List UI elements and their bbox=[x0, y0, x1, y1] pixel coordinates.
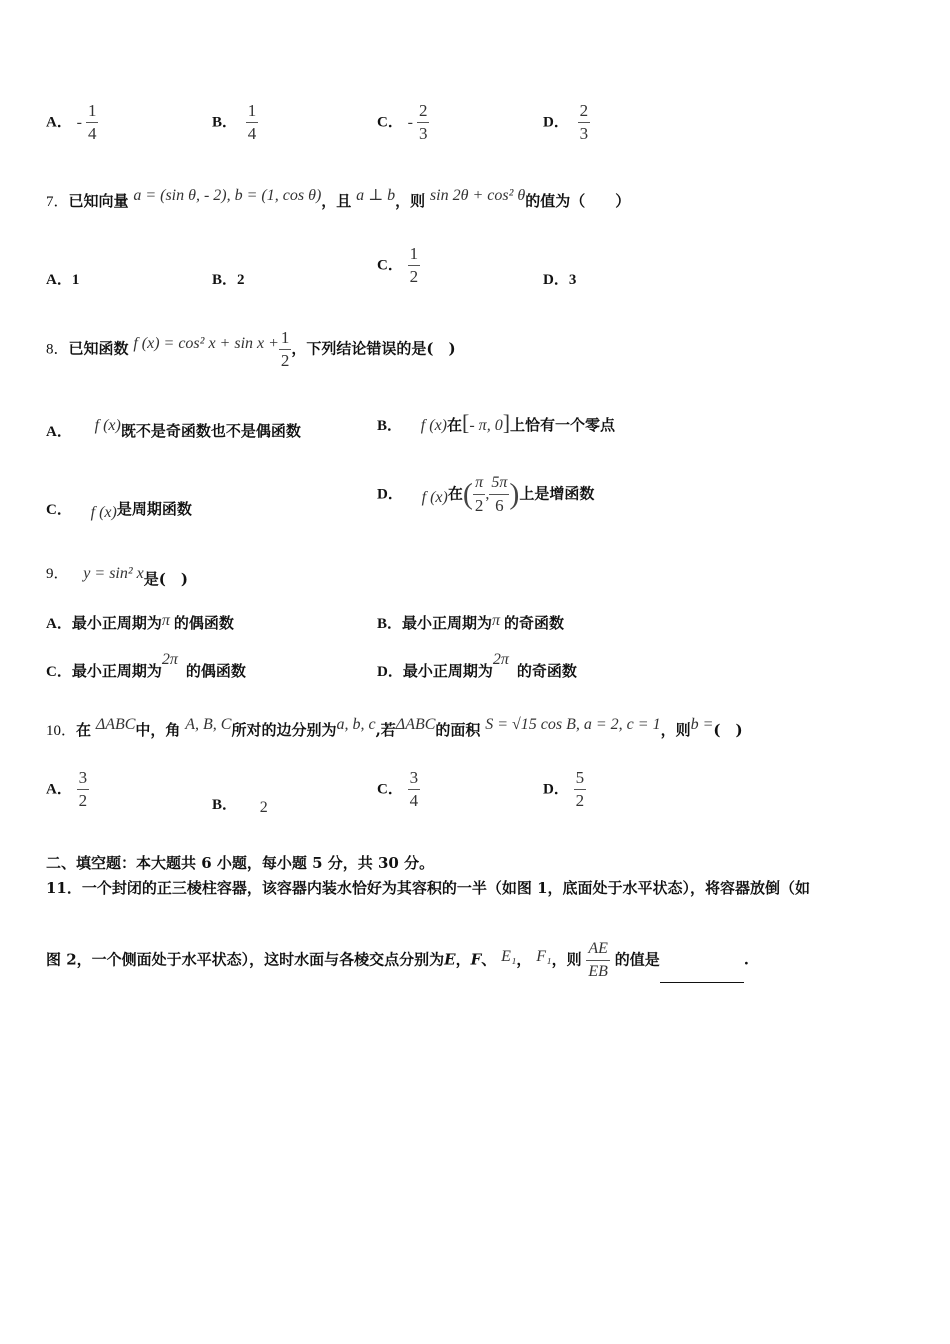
stem-text: 的值为（ ） bbox=[525, 192, 631, 210]
fraction: $\frac{1}{4}$ bbox=[247, 101, 257, 143]
section-heading: 二、填空题：本大题共 6 小题，每小题 5 分，共 30 分。 bbox=[46, 854, 435, 872]
stem-text: 已知函数 bbox=[68, 339, 129, 358]
math-sides: a, b, c bbox=[336, 716, 376, 733]
stem-text: 的面积 bbox=[435, 721, 481, 739]
math-period: 2π bbox=[161, 651, 178, 668]
option-label: A． bbox=[46, 272, 72, 288]
answer-blank[interactable] bbox=[660, 968, 744, 983]
stem-text: ，下列结论错误的是( ) bbox=[291, 339, 456, 358]
q9-option-c bbox=[46, 648, 246, 680]
option-label: A． bbox=[46, 114, 72, 131]
math-function: y = sin² x bbox=[83, 565, 144, 582]
option-label: A． bbox=[46, 616, 72, 632]
q7-option-d bbox=[543, 268, 576, 289]
interval-bracket: [ bbox=[462, 410, 470, 435]
option-label: D． bbox=[543, 781, 569, 798]
question-number: 7． bbox=[46, 194, 69, 210]
question-10 bbox=[46, 713, 743, 739]
question-7 bbox=[46, 187, 631, 211]
interval-bracket: ) bbox=[509, 477, 520, 511]
math-fx: f (x) bbox=[90, 504, 117, 521]
option-text: 在 bbox=[447, 484, 463, 503]
stem-text: 所对的边分别为 bbox=[231, 721, 337, 739]
option-text: 是周期函数 bbox=[116, 500, 192, 518]
q7-option-a bbox=[46, 268, 79, 289]
stem-text: ，则 bbox=[395, 192, 426, 210]
stem-text: 已知向量 bbox=[68, 192, 129, 210]
math-triangle: ΔABC bbox=[395, 716, 436, 733]
q8-option-c bbox=[46, 498, 192, 519]
option-text: 最小正周期为 bbox=[402, 662, 493, 680]
option-text: 上恰有一个零点 bbox=[510, 416, 616, 434]
option-label: A． bbox=[46, 424, 72, 440]
option-text: 最小正周期为 bbox=[71, 662, 162, 680]
q8-option-b bbox=[377, 410, 615, 436]
option-label: B． bbox=[377, 418, 403, 434]
sign: - bbox=[407, 113, 413, 131]
math-area: S = √15 cos B, a = 2, c = 1 bbox=[485, 716, 661, 733]
question-11-line-1: 11．一个封闭的正三棱柱容器，该容器内装水恰好为其容积的一半（如图 1，底面处于水平状态），将容器放倒（如 bbox=[46, 879, 811, 897]
q9-option-d bbox=[377, 648, 577, 680]
q9-option-a bbox=[46, 612, 234, 633]
option-text: 上是增函数 bbox=[519, 484, 595, 503]
option-label: D． bbox=[377, 664, 403, 680]
q10-option-d bbox=[543, 767, 586, 812]
q10-option-a bbox=[46, 767, 89, 812]
math-vectors: a = (sin θ, - 2), b = (1, cos θ) bbox=[133, 187, 322, 204]
stem-text: ，则 bbox=[660, 721, 691, 739]
stem-text: ,若 bbox=[375, 721, 396, 739]
option-label: A． bbox=[46, 781, 72, 798]
q6-option-b bbox=[212, 100, 258, 145]
option-text: 既不是奇函数也不是偶函数 bbox=[120, 422, 301, 440]
math-perpendicular: a ⊥ b bbox=[356, 187, 396, 204]
separator: ， bbox=[455, 950, 471, 969]
question-9 bbox=[46, 562, 188, 588]
fraction: $\frac{5\pi}{6}$ bbox=[491, 474, 508, 515]
math-point: E₁ bbox=[501, 947, 517, 965]
separator: ，则 bbox=[551, 950, 582, 969]
option-text: 在 bbox=[447, 416, 463, 434]
stem-text: 在 bbox=[76, 721, 92, 739]
fraction: $\frac{1}{2}$ bbox=[280, 328, 290, 370]
fraction: $\frac{5}{2}$ bbox=[575, 768, 585, 810]
option-value: 2 bbox=[259, 799, 268, 816]
fraction: $\frac{AE}{EB}$ bbox=[588, 940, 608, 980]
separator: ， bbox=[516, 950, 532, 969]
q6-option-d bbox=[543, 100, 590, 145]
math-period: 2π bbox=[492, 651, 509, 668]
separator: 、 bbox=[481, 950, 497, 969]
fraction: $\frac{1}{4}$ bbox=[87, 101, 97, 143]
option-label: C． bbox=[377, 114, 403, 131]
option-label: C． bbox=[377, 257, 403, 274]
option-text: 最小正周期为 bbox=[402, 614, 493, 632]
q6-option-a bbox=[46, 100, 98, 145]
option-text: 最小正周期为 bbox=[71, 614, 162, 632]
option-label: C． bbox=[377, 781, 403, 798]
q10-option-b bbox=[212, 793, 268, 814]
question-number: 8． bbox=[46, 341, 69, 358]
math-period: π bbox=[492, 612, 501, 629]
q7-option-b bbox=[212, 268, 245, 289]
math-fx: f (x) bbox=[94, 417, 121, 434]
math-fx: f (x) bbox=[421, 488, 448, 506]
math-b: b = bbox=[690, 716, 714, 733]
option-text: 的奇函数 bbox=[504, 614, 565, 632]
stem-text: ，且 bbox=[321, 192, 352, 210]
option-label: B． bbox=[377, 616, 403, 632]
math-interval: - π, 0 bbox=[469, 417, 503, 434]
option-text: 的偶函数 bbox=[173, 614, 234, 632]
option-label: B． bbox=[212, 797, 238, 813]
fraction: $\frac{1}{2}$ bbox=[409, 244, 419, 286]
math-point: F₁ bbox=[536, 947, 552, 965]
option-label: B． bbox=[212, 272, 238, 288]
option-label: D． bbox=[543, 272, 569, 288]
option-label: D． bbox=[543, 114, 569, 131]
option-label: C． bbox=[46, 664, 72, 680]
stem-text: 图 2，一个侧面处于水平状态），这时水面与各棱交点分别为 bbox=[46, 950, 445, 969]
point-label: E bbox=[444, 950, 456, 969]
option-label: D． bbox=[377, 486, 403, 503]
fraction: $\frac{2}{3}$ bbox=[579, 101, 589, 143]
option-text: 的奇函数 bbox=[516, 662, 577, 680]
math-angles: A, B, C bbox=[185, 716, 232, 733]
question-number: 9． bbox=[46, 566, 69, 582]
fraction: $\frac{3}{2}$ bbox=[78, 768, 88, 810]
fraction: $\frac{2}{3}$ bbox=[418, 101, 428, 143]
fraction: $\frac{\pi}{2}$ bbox=[474, 474, 484, 515]
interval-bracket: ] bbox=[502, 410, 511, 435]
period: . bbox=[743, 950, 749, 969]
stem-text: 的值是 bbox=[614, 950, 660, 969]
interval-bracket: ( bbox=[462, 477, 473, 511]
q8-option-d bbox=[377, 472, 594, 517]
q9-option-b bbox=[377, 612, 564, 633]
stem-text: 是( ) bbox=[143, 570, 188, 588]
fraction: $\frac{3}{4}$ bbox=[409, 768, 419, 810]
q7-option-c bbox=[377, 243, 420, 288]
option-value: 1 bbox=[71, 272, 80, 288]
sign: - bbox=[76, 113, 82, 131]
math-expression: sin 2θ + cos² θ bbox=[429, 187, 526, 204]
q10-option-c bbox=[377, 767, 420, 812]
question-8 bbox=[46, 327, 456, 372]
stem-text: 中，角 bbox=[135, 721, 181, 739]
option-text: 的偶函数 bbox=[185, 662, 246, 680]
option-label: C． bbox=[46, 502, 72, 518]
option-value: 3 bbox=[568, 272, 577, 288]
comma: , bbox=[485, 485, 490, 503]
stem-text: ( ) bbox=[713, 721, 743, 739]
question-number: 10． bbox=[46, 723, 77, 739]
math-triangle: ΔABC bbox=[95, 716, 136, 733]
math-period: π bbox=[161, 612, 170, 629]
point-label: F bbox=[470, 950, 482, 969]
math-function: f (x) = cos² x + sin x + bbox=[133, 334, 279, 352]
q8-option-a bbox=[46, 417, 301, 441]
option-label: B． bbox=[212, 114, 238, 131]
q6-option-c bbox=[377, 100, 429, 145]
question-11-line-2 bbox=[46, 938, 749, 983]
math-fx: f (x) bbox=[420, 417, 447, 434]
option-value: 2 bbox=[237, 272, 245, 288]
